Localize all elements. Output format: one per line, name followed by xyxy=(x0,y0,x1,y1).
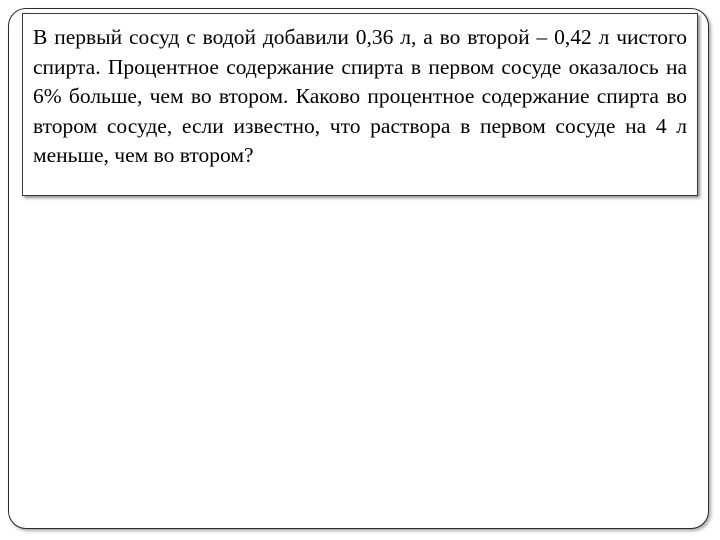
problem-box xyxy=(22,13,698,196)
problem-text: В первый сосуд с водой добавили 0,36 л, а во второй – 0,42 л чистого спирта. Процентное содержание спирта в первом сосуде оказалось на 6% больше, чем во втором. Каково процентное содержание спирта во втором сосуде, если известно, что раствора в первом сосуде на 4 л меньше, чем во втором? xyxy=(33,25,687,167)
